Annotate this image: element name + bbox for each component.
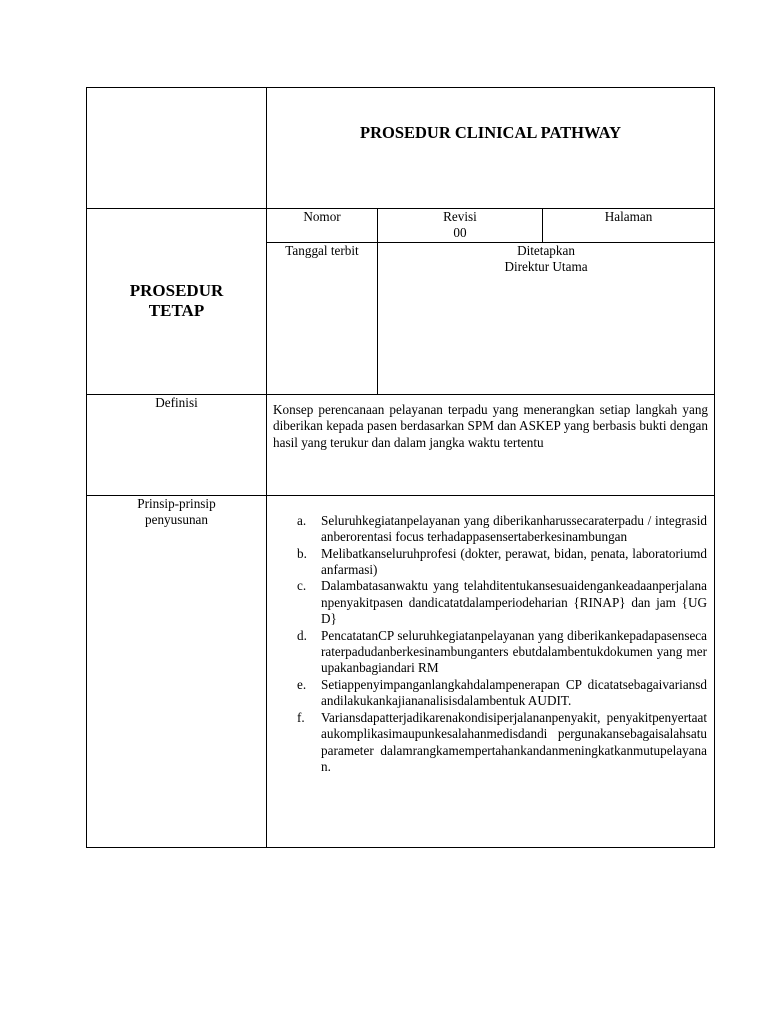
list-item — [297, 512, 708, 546]
list-item — [297, 709, 708, 776]
revisi-value: 00 — [453, 225, 467, 241]
definisi-label: Definisi — [155, 394, 198, 410]
document-title: PROSEDUR CLINICAL PATHWAY — [360, 123, 621, 142]
prinsip-label-cell — [87, 495, 267, 847]
nomor-label: Nomor — [303, 209, 341, 224]
nomor-cell — [267, 209, 378, 243]
list-marker: d. — [297, 627, 307, 643]
procedure-document-table — [86, 87, 715, 848]
tanggal-terbit-cell — [267, 242, 378, 394]
definisi-label-cell — [87, 394, 267, 495]
list-marker: e. — [297, 676, 307, 692]
revisi-label: Revisi — [443, 209, 477, 224]
list-marker: f. — [297, 709, 305, 725]
list-item-text: PencatatanCP seluruhkegiatanpelayanan yang diberikankepadapasensecaraterpadudanberkesinambunganters ebutdalambentukdokumen yang merupakanbagiandari RM — [321, 627, 708, 676]
list-item-text: Seluruhkegiatanpelayanan yang diberikanharussecaraterpadu / integrasidanberorentasi focus terhadappasensertaberkesinambungan — [321, 512, 708, 545]
list-item — [297, 545, 708, 579]
revisi-cell — [378, 209, 543, 243]
logo-placeholder-cell — [87, 88, 267, 209]
list-marker: b. — [297, 545, 307, 561]
list-marker: c. — [297, 578, 307, 594]
list-item-text: Dalambatasanwaktu yang telahditentukansesuaidengankeadaanperjalananpenyakitpasen dandicatatdalamperiodeharian {RINAP} dan jam {UGD} — [321, 578, 708, 627]
list-item-text: Variansdapatterjadikarenakondisiperjalananpenyakit, penyakitpenyertaataukomplikasimaupunkesalahanmedisdandi pergunakansebagaisalahsatu parameter dalamrangkamempertahankandanmeningkatkanmutupelayanan. — [321, 709, 708, 774]
list-item — [297, 676, 708, 710]
procedure-type-cell — [87, 209, 267, 395]
halaman-label: Halaman — [604, 209, 653, 224]
list-item-text: Melibatkanseluruhprofesi (dokter, perawat, bidan, penata, laboratoriumdanfarmasi) — [321, 545, 708, 578]
list-marker: a. — [297, 512, 307, 528]
prinsip-list — [267, 513, 707, 776]
ditetapkan-label: Ditetapkan — [517, 242, 575, 258]
list-item — [297, 578, 708, 627]
definisi-text: Konsep perencanaan pelayanan terpadu yang menerangkan setiap langkah yang diberikan kepada pasen berdasarkan SPM dan ASKEP yang berbasis bukti dengan hasil yang terukur dan dalam jangka waktu tertentu — [273, 401, 709, 450]
list-item-text: Setiappenyimpanganlangkahdalampenerapan CP dicatatsebagaivariansdandilakukankajiananalisisdalambentuk AUDIT. — [321, 676, 708, 709]
definisi-text-cell — [267, 394, 715, 495]
prinsip-list-cell — [267, 495, 715, 847]
procedure-type-line1: PROSEDUR — [129, 281, 224, 301]
list-item — [297, 627, 708, 677]
ditetapkan-cell — [378, 242, 715, 394]
prinsip-label-line1: Prinsip-prinsip — [137, 495, 216, 511]
direktur-utama-label: Direktur Utama — [504, 259, 588, 275]
prinsip-label-line2: penyusunan — [145, 512, 208, 528]
procedure-type-line2: TETAP — [148, 301, 205, 321]
halaman-cell — [543, 209, 715, 243]
title-cell — [267, 88, 715, 209]
tanggal-terbit-label: Tanggal terbit — [285, 242, 359, 258]
